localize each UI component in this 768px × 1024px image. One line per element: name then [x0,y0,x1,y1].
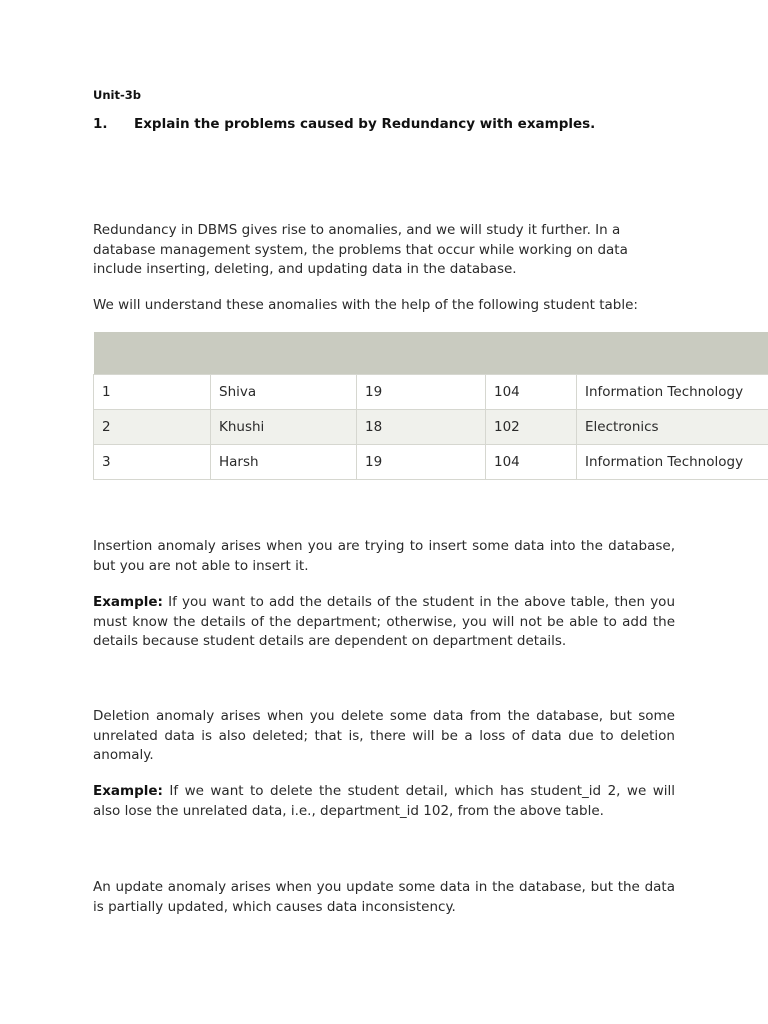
table-cell: 19 [357,374,486,409]
table-cell: Information Technology [577,374,768,409]
table-cell: Shiva [211,374,357,409]
example-text: If we want to delete the student detail, which has student_id 2, we will also lose the unrelated data, i.e., department_id 102, from the above table. [93,783,675,819]
table-cell: 3 [94,444,211,479]
deletion-anomaly-paragraph: Deletion anomaly arises when you delete some data from the database, but some unrelated data is also deleted; that is, there will be a loss of data due to deletion anomaly. [93,708,675,763]
table-header [94,332,768,374]
table-intro-paragraph: We will understand these anomalies with the help of the following student table: [93,297,638,313]
table-cell: Harsh [211,444,357,479]
table-cell: Khushi [211,409,357,444]
deletion-example-paragraph [93,782,675,821]
table-cell: 104 [486,444,577,479]
table-cell: Electronics [577,409,768,444]
table-cell: Information Technology [577,444,768,479]
table-cell: 2 [94,409,211,444]
unit-label: Unit-3b [93,88,141,102]
table-cell: 104 [486,374,577,409]
table-row [94,374,768,409]
table-cell: 1 [94,374,211,409]
intro-paragraph: Redundancy in DBMS gives rise to anomalies, and we will study it further. In a database management system, the problems that occur while working on data include inserting, deleting, and updating data in the database. [93,222,628,277]
question-text: Explain the problems caused by Redundancy with examples. [134,116,596,132]
table-cell: 102 [486,409,577,444]
student-table [93,332,768,480]
example-text: If you want to add the details of the student in the above table, then you must know the details of the department; otherwise, you will not be able to add the details because student details are dependent on department details. [93,594,675,649]
table-cell: 18 [357,409,486,444]
question-number: 1. [93,116,108,132]
example-label: Example: [93,783,163,799]
insertion-example-paragraph [93,593,675,652]
insertion-anomaly-paragraph: Insertion anomaly arises when you are trying to insert some data into the database, but you are not able to insert it. [93,538,675,574]
table-row [94,444,768,479]
example-label: Example: [93,594,163,610]
update-anomaly-paragraph: An update anomaly arises when you update some data in the database, but the data is partially updated, which causes data inconsistency. [93,879,675,915]
table-cell: 19 [357,444,486,479]
question-heading [93,116,595,132]
table-row [94,409,768,444]
